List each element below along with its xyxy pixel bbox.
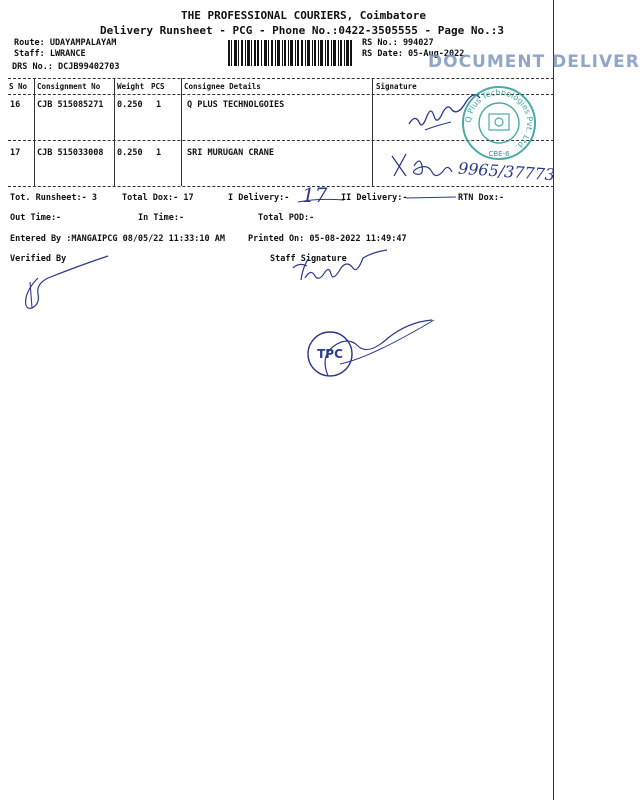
- table-bottom-rule: [8, 186, 554, 187]
- ii-delivery-stroke: [404, 195, 458, 201]
- col-header-signature: Signature: [376, 82, 417, 91]
- entered-by: Entered By :MANGAIPCG 08/05/22 11:33:10 AM: [10, 234, 225, 244]
- consignee-signature-17: [388, 148, 468, 184]
- handwritten-phone: 9965/37773: [457, 158, 556, 185]
- barcode: [228, 40, 353, 66]
- printed-on: Printed On: 05-08-2022 11:49:47: [248, 234, 407, 244]
- handwritten-delivery-count: 17: [302, 183, 328, 207]
- verified-by: Verified By: [10, 254, 67, 264]
- staff-signature: [285, 254, 395, 288]
- table-top-rule: [8, 78, 554, 79]
- out-time: Out Time:-: [10, 213, 62, 223]
- in-time: In Time:-: [138, 213, 185, 223]
- staff-signature-label: Staff Signature: [270, 254, 347, 264]
- col-divider: [34, 78, 35, 186]
- ii-delivery: II Delivery:-: [341, 193, 408, 203]
- table-row-pcs: 1: [156, 100, 162, 110]
- tpc-stamp: [300, 318, 440, 388]
- col-divider: [114, 78, 115, 186]
- table-row-pcs: 1: [156, 148, 162, 158]
- page-right-border: [553, 0, 554, 800]
- col-header-consignment: Consignment No: [37, 82, 101, 91]
- drs-number: DRS No.: DCJB99402703: [12, 62, 120, 72]
- table-row-consignee: SRI MURUGAN CRANE: [187, 148, 274, 158]
- total-dox: Total Dox:- 17: [122, 193, 194, 203]
- table-row-sno: 16: [10, 100, 21, 110]
- col-divider: [372, 78, 373, 186]
- document-delivery-stamp: DOCUMENT DELIVER: [428, 52, 640, 72]
- table-row-sno: 17: [10, 148, 21, 158]
- col-header-weight: Weight: [117, 82, 145, 91]
- table-row-consignment: CJB 515033008: [37, 148, 104, 158]
- rs-number: RS No.: 994027: [362, 38, 434, 48]
- col-header-consignee: Consignee Details: [184, 82, 261, 91]
- seal-ring-text: Q Plus Technologies Pvt. Ltd.: [463, 87, 535, 152]
- col-header-pcs: PCS: [151, 82, 165, 91]
- total-pod: Total POD:-: [258, 213, 315, 223]
- seal-city: CBE-6: [488, 150, 510, 158]
- table-row-weight: 0.250: [117, 100, 143, 110]
- staff-label: Staff: LWRANCE: [14, 49, 86, 59]
- tpc-stamp-text: TPC: [317, 347, 343, 361]
- rtn-dox: RTN Dox:-: [458, 193, 505, 203]
- col-header-sno: S No: [9, 82, 28, 91]
- runsheet-subtitle: Delivery Runsheet - PCG - Phone No.:0422-3505555 - Page No.:3: [100, 24, 504, 37]
- tot-runsheet: Tot. Runsheet:- 3: [10, 193, 97, 203]
- table-row-consignee: Q PLUS TECHNOLGOIES: [187, 100, 285, 110]
- i-delivery: I Delivery:-: [228, 193, 290, 203]
- company-title: THE PROFESSIONAL COURIERS, Coimbatore: [181, 9, 427, 22]
- table-row-consignment: CJB 515085271: [37, 100, 104, 110]
- rs-date: RS Date: 05-Aug-2022: [362, 49, 465, 59]
- delivery-underline: [296, 196, 346, 206]
- route-label: Route: UDAYAMPALAYAM: [14, 38, 117, 48]
- company-seal: [460, 84, 538, 162]
- table-row-weight: 0.250: [117, 148, 143, 158]
- col-divider: [181, 78, 182, 186]
- verifier-signature: [14, 252, 114, 312]
